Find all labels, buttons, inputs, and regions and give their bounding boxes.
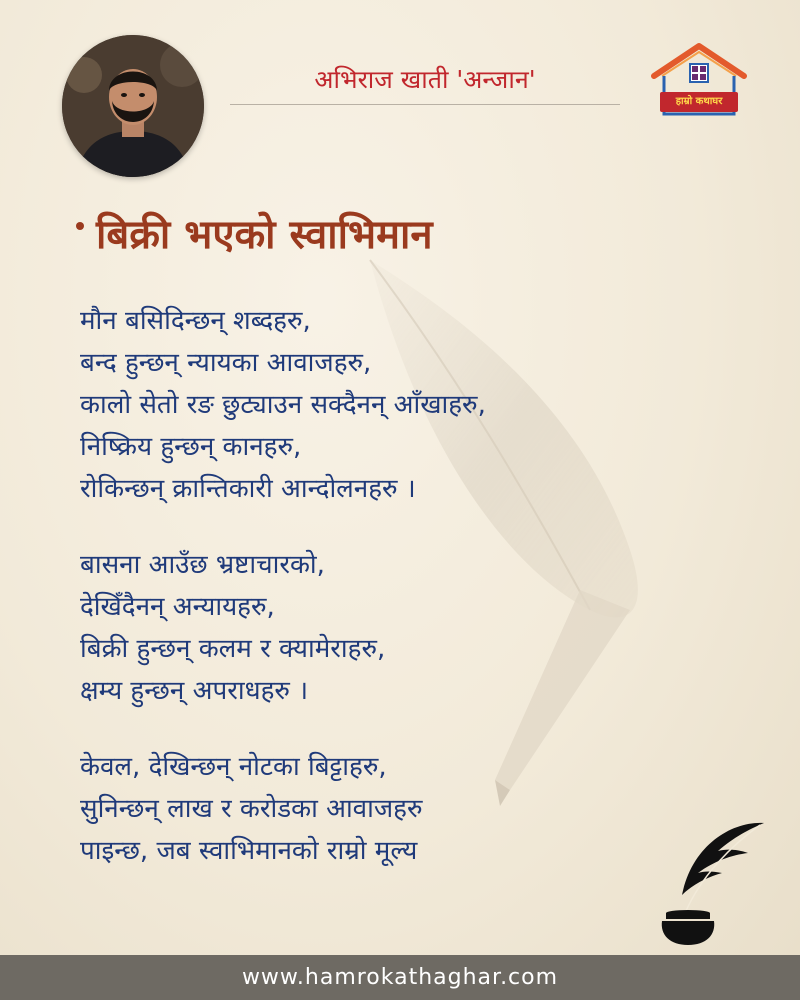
header-divider	[230, 104, 620, 105]
stanza	[80, 544, 640, 712]
stanza	[80, 746, 640, 872]
website-link[interactable]: www.hamrokathaghar.com	[241, 965, 559, 990]
poem-line: देखिँदैनन् अन्यायहरु,	[80, 592, 275, 622]
title-bullet	[76, 222, 84, 230]
poem-body	[80, 300, 640, 906]
poem-title: बिक्री भएको स्वाभिमान	[96, 211, 433, 258]
poem-line: कालो सेतो रङ छुट्याउन सक्दैनन् आँखाहरु,	[80, 390, 486, 420]
poem-line: पाइन्छ, जब स्वाभिमानको राम्रो मूल्य	[80, 836, 418, 866]
logo-text: हाम्रो कथाघर	[675, 96, 723, 107]
poem-line: क्षम्य हुन्छन् अपराधहरु ।	[80, 676, 309, 706]
footer-bar	[0, 955, 800, 1000]
house-logo	[650, 42, 748, 120]
poem-line: रोकिन्छन् क्रान्तिकारी आन्दोलनहरु ।	[80, 474, 416, 504]
author-photo-icon	[62, 35, 204, 177]
poem-line: बन्द हुन्छन् न्यायका आवाजहरु,	[80, 348, 372, 378]
poem-line: मौन बसिदिन्छन् शब्दहरु,	[80, 306, 311, 336]
title-block	[76, 202, 433, 262]
poem-line: बिक्री हुन्छन् कलम र क्यामेराहरु,	[80, 634, 386, 664]
poem-line: निष्क्रिय हुन्छन् कानहरु,	[80, 432, 302, 462]
poem-line: केवल, देखिन्छन् नोटका बिट्टाहरु,	[80, 752, 387, 782]
author-photo	[62, 35, 204, 177]
poem-line: बासना आउँछ भ्रष्टाचारको,	[80, 550, 325, 580]
quill-inkpot-icon	[652, 815, 770, 950]
quill-inkpot	[652, 815, 770, 950]
stanza	[80, 300, 640, 510]
poem-line: सुनिन्छन् लाख र करोडका आवाजहरु	[80, 794, 423, 824]
author-name: अभिराज खाती 'अन्जान'	[314, 65, 536, 94]
